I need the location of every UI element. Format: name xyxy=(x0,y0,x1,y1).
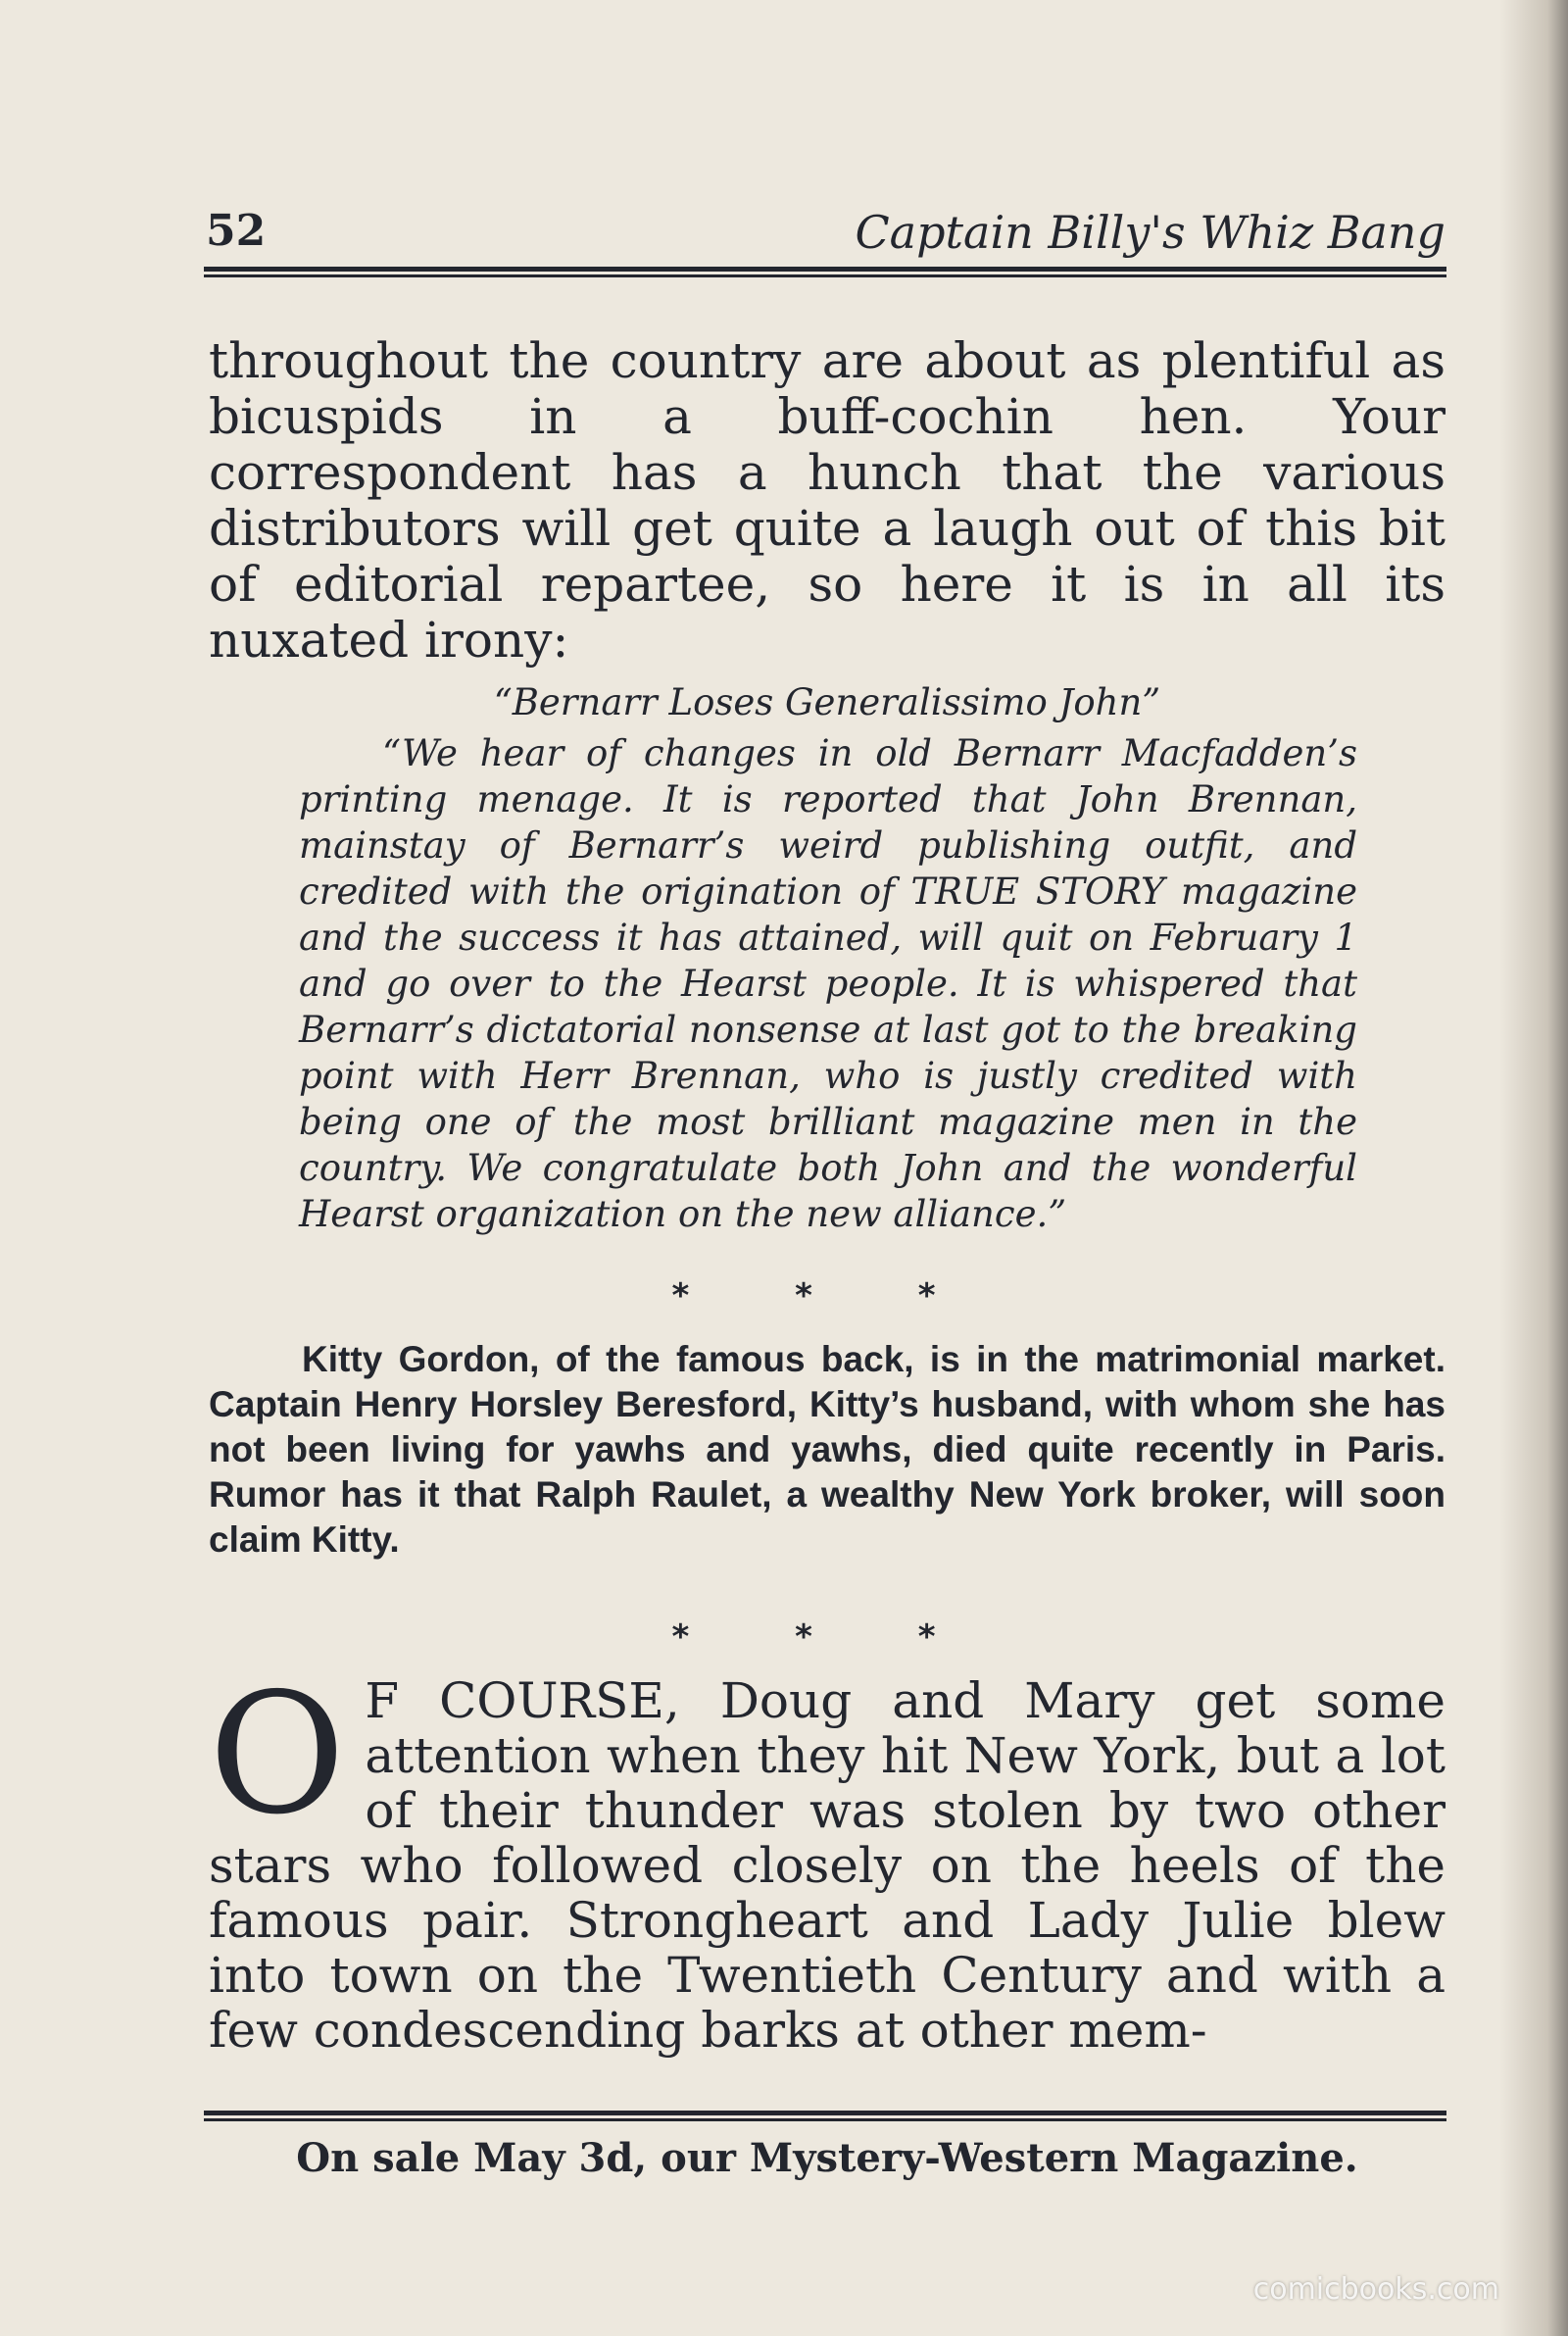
section-separator: * * * xyxy=(671,1276,983,1316)
drop-cap: O xyxy=(209,1658,346,1852)
running-title: Captain Billy's Whiz Bang xyxy=(855,206,1446,259)
body-paragraph-intro: throughout the country are about as plentiful as bicuspids in a buff-cochin hen. Your correspondent has a hunch that the various distributors will get quite a laugh out of this bit of editorial repartee, so here it is in all its nuxated irony: xyxy=(209,332,1446,669)
page-header xyxy=(206,196,1446,265)
doug-paragraph-text: F COURSE, Doug and Mary get some attention when they hit New York, but a lot of their thunder was stolen by two other stars who followed closely on the heels of the famous pair. Strongheart and Lady Julie blew into town on the Twentieth Century and with a few condescending barks at other mem- xyxy=(209,1672,1446,2059)
footer-double-rule xyxy=(204,2111,1446,2121)
footer-advertisement: On sale May 3d, our Mystery-Western Magazine. xyxy=(296,2135,1358,2181)
quote-body: “We hear of changes in old Bernarr Macfadden’s printing menage. It is reported that John Brennan, mainstay of Bernarr’s weird publishing outfit, and credited with the origination of TRUE STORY magazine and the success it has attained, will quit on February 1 and go over to the Hearst people. It is whispered that Bernarr’s dictatorial nonsense at last got to the breaking point with Herr Brennan, who is justly credited with being one of the most brilliant magazine men in the country. We congratulate both John and the wonderful Hearst organization on the new alliance.” xyxy=(299,732,1357,1235)
section-separator: * * * xyxy=(671,1617,983,1657)
body-paragraph-kitty-gordon: Kitty Gordon, of the famous back, is in the matrimonial market. Captain Henry Horsley Beresford, Kitty’s husband, with whom she has not been living for yawhs and yawhs, died quite recently in Paris. Rumor has it that Ralph Raulet, a wealthy New York broker, will soon claim Kitty. xyxy=(209,1339,1446,1560)
page-edge-shadow xyxy=(1499,0,1568,2336)
page-number: 52 xyxy=(206,206,267,256)
watermark: comicbooks.com xyxy=(1252,2272,1499,2307)
header-double-rule xyxy=(204,267,1446,277)
body-paragraph-doug-and-mary xyxy=(209,1658,1446,2059)
quote-title: “Bernarr Loses Generalissimo John” xyxy=(493,681,1161,723)
